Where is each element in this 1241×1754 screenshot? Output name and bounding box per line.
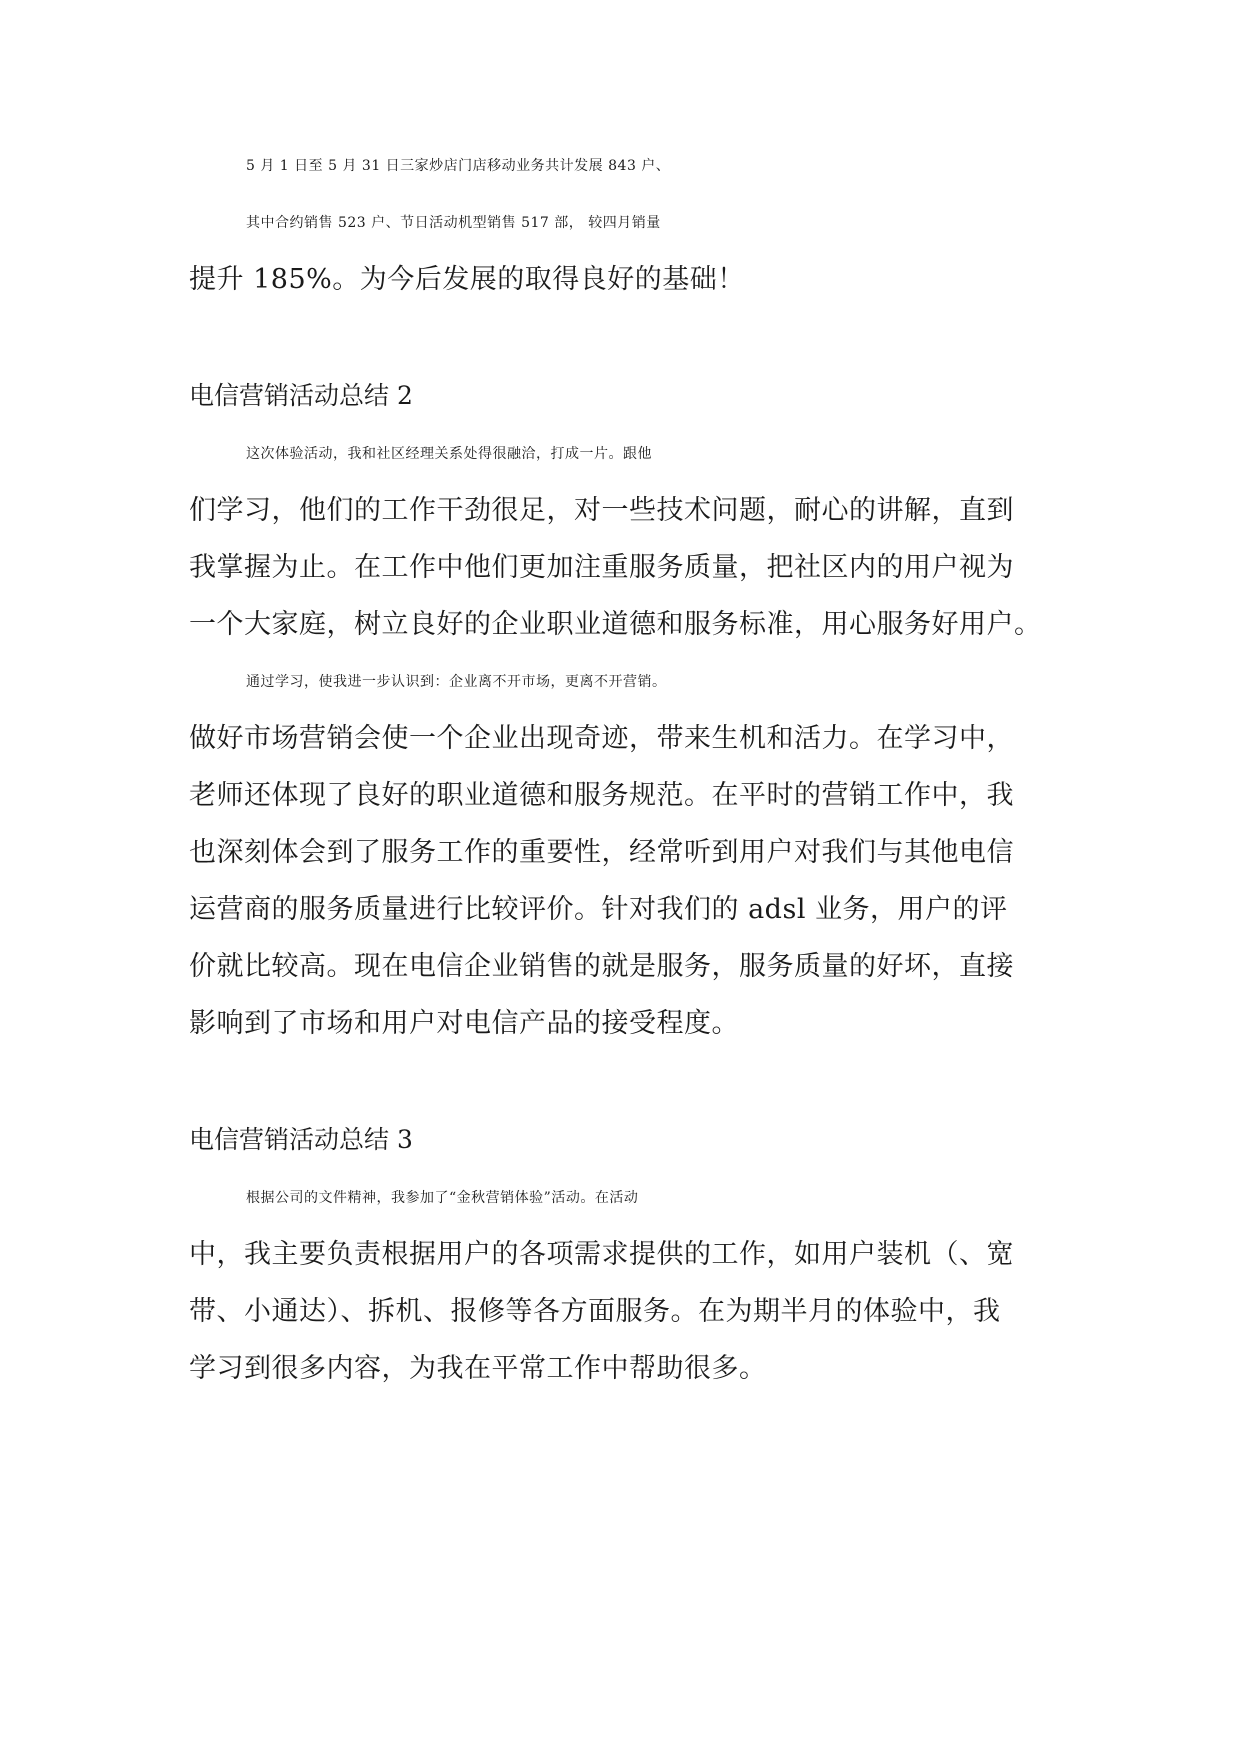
paragraph-line: 一个大家庭，树立良好的企业职业道德和服务标准，用心服务好用户。: [189, 609, 1042, 640]
paragraph-line: 5 月 1 日至 5 月 31 日三家炒店门店移动业务共计发展 843 户、: [246, 158, 671, 174]
paragraph-line: 提升 185%。为今后发展的取得良好的基础！: [189, 264, 745, 295]
paragraph-line: 运营商的服务质量进行比较评价。针对我们的 adsl 业务，用户的评: [189, 894, 1008, 925]
paragraph-line: 老师还体现了良好的职业道德和服务规范。在平时的营销工作中，我: [189, 780, 1014, 811]
paragraph-line: 做好市场营销会使一个企业出现奇迹，带来生机和活力。在学习中，: [189, 723, 1014, 754]
paragraph-line: 影响到了市场和用户对电信产品的接受程度。: [189, 1008, 739, 1039]
paragraph-line: 这次体验活动，我和社区经理关系处得很融洽，打成一片。跟他: [246, 446, 652, 462]
section-heading: 电信营销活动总结 3: [189, 1125, 413, 1154]
paragraph-line: 也深刻体会到了服务工作的重要性，经常听到用户对我们与其他电信: [189, 837, 1014, 868]
paragraph-line: 我掌握为止。在工作中他们更加注重服务质量，把社区内的用户视为: [189, 552, 1014, 583]
paragraph-line: 价就比较高。现在电信企业销售的就是服务，服务质量的好坏，直接: [189, 951, 1014, 982]
paragraph-line: 带、小通达）、拆机、报修等各方面服务。在为期半月的体验中，我: [189, 1296, 1001, 1327]
paragraph-line: 中，我主要负责根据用户的各项需求提供的工作，如用户装机（、宽: [189, 1239, 1014, 1270]
section-heading: 电信营销活动总结 2: [189, 381, 413, 410]
paragraph-line: 其中合约销售 523 户、节日活动机型销售 517 部， 较四月销量: [246, 215, 661, 231]
paragraph-line: 通过学习，使我进一步认识到：企业离不开市场，更离不开营销。: [246, 674, 667, 690]
paragraph-line: 根据公司的文件精神，我参加了“金秋营销体验”活动。在活动: [246, 1190, 639, 1206]
paragraph-line: 学习到很多内容，为我在平常工作中帮助很多。: [189, 1353, 767, 1384]
paragraph-line: 们学习，他们的工作干劲很足，对一些技术问题，耐心的讲解，直到: [189, 495, 1014, 526]
